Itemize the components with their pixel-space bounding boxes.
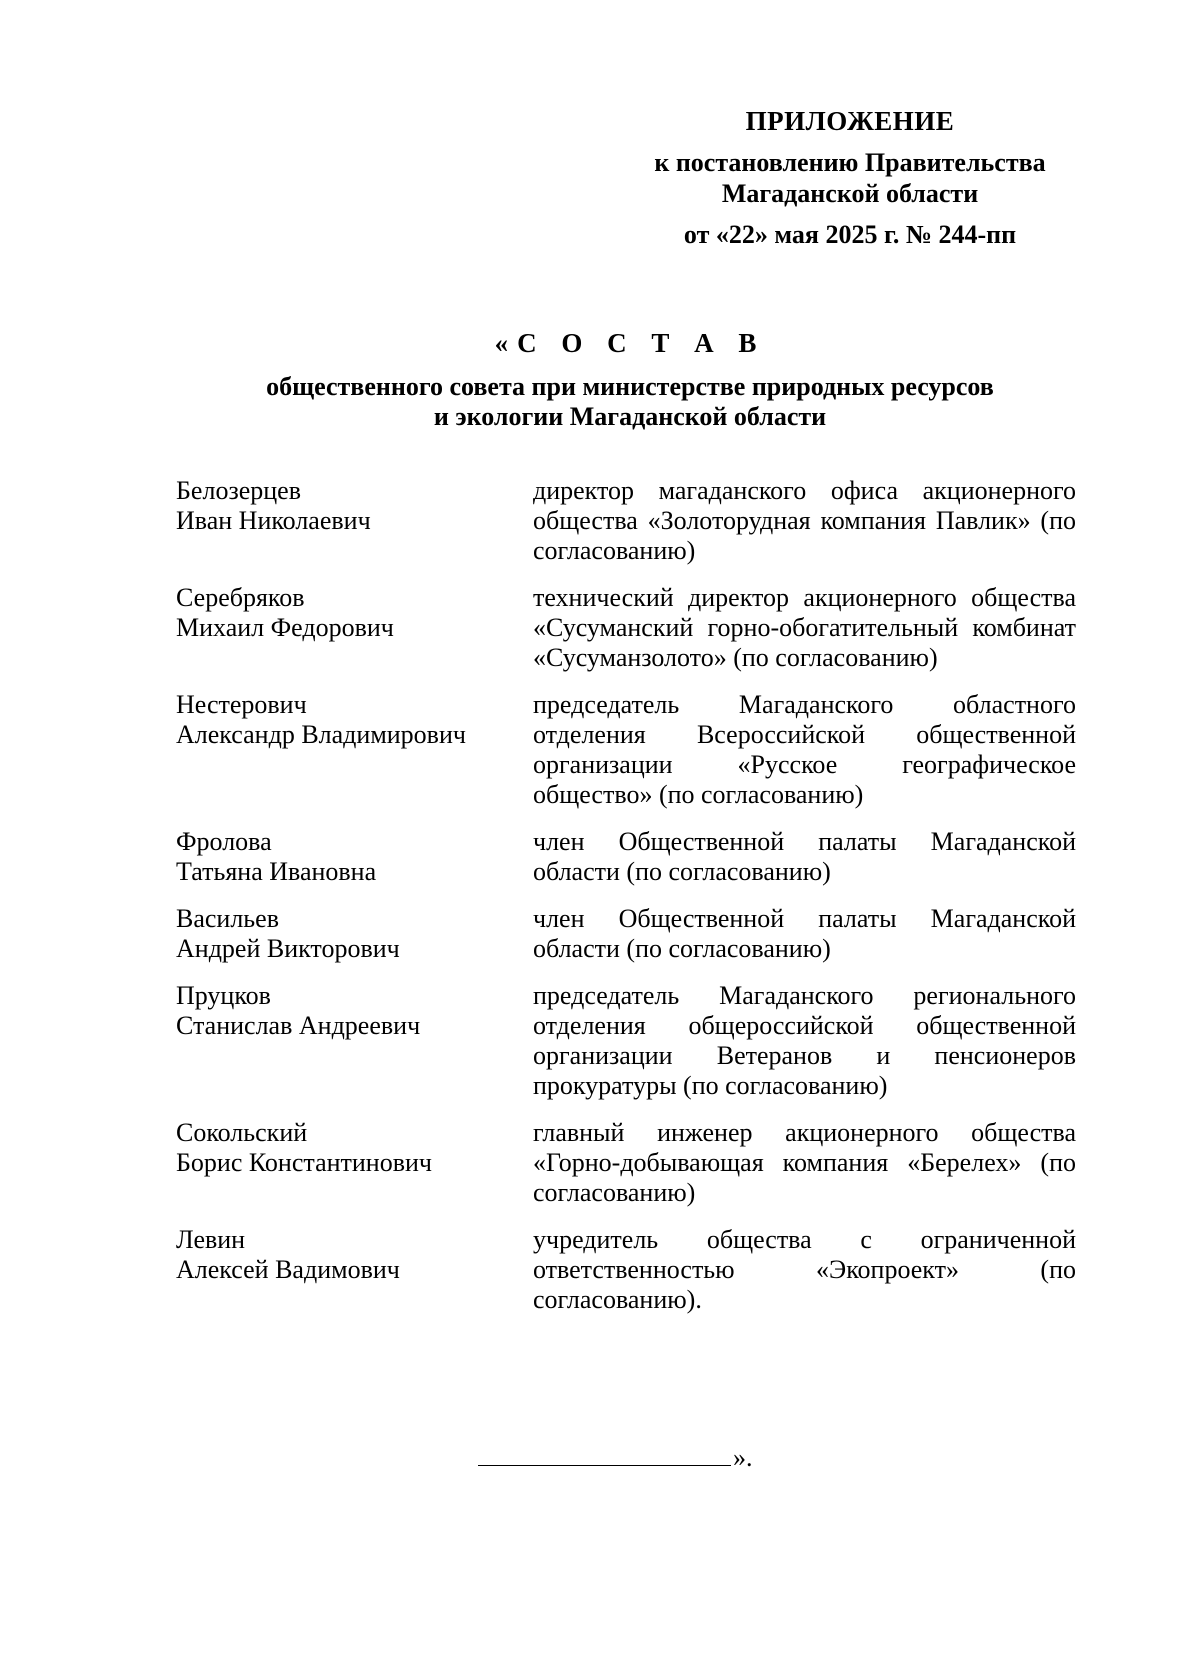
member-name	[176, 690, 533, 810]
member-surname: Пруцков	[176, 981, 271, 1010]
member-given-name: Андрей Викторович	[176, 934, 400, 963]
closing-line	[478, 1443, 753, 1473]
member-surname: Нестерович	[176, 690, 307, 719]
member-given-name: Борис Константинович	[176, 1148, 432, 1177]
member-role: учредитель общества с ограниченной ответственностью «Экопроект» (по согласованию).	[533, 1225, 1076, 1314]
document-subtitle-line-1: общественного совета при министерстве природных ресурсов	[266, 372, 994, 401]
member-entry	[176, 690, 1076, 810]
member-surname: Левин	[176, 1225, 246, 1254]
member-entry	[176, 476, 1076, 566]
closing-quote: ».	[733, 1443, 753, 1472]
member-entry	[176, 1225, 1076, 1315]
member-role: технический директор акционерного общества «Сусуманский горно-обогатительный комбинат «Сусуманзолото» (по согласованию)	[533, 583, 1076, 672]
members-list	[176, 476, 1076, 1332]
appendix-header	[600, 106, 1100, 250]
member-surname: Васильев	[176, 904, 279, 933]
member-role: член Общественной палаты Магаданской области (по согласованию)	[533, 904, 1076, 963]
appendix-date: от «22» мая 2025 г. № 244-пп	[683, 220, 1017, 249]
member-given-name: Иван Николаевич	[176, 506, 371, 535]
appendix-line-2: Магаданской области	[721, 179, 979, 208]
member-role: председатель Магаданского областного отделения Всероссийской общественной организации «Русское географическое общество» (по согласованию)	[533, 690, 1076, 809]
closing-rule	[478, 1465, 731, 1466]
member-name	[176, 583, 533, 673]
member-given-name: Александр Владимирович	[176, 720, 466, 749]
member-surname: Сокольский	[176, 1118, 308, 1147]
appendix-line-1: к постановлению Правительства	[654, 148, 1046, 177]
document-heading	[120, 328, 1140, 432]
member-entry	[176, 904, 1076, 964]
member-surname: Фролова	[176, 827, 272, 856]
member-name	[176, 981, 533, 1101]
member-entry	[176, 981, 1076, 1101]
member-given-name: Михаил Федорович	[176, 613, 394, 642]
document-subtitle-line-2: и экологии Магаданской области	[433, 402, 827, 431]
member-entry	[176, 583, 1076, 673]
member-role: главный инженер акционерного общества «Горно-добывающая компания «Берелех» (по согласованию)	[533, 1118, 1076, 1207]
member-role: член Общественной палаты Магаданской области (по согласованию)	[533, 827, 1076, 886]
document-title: «С О С Т А В	[494, 328, 766, 358]
member-name	[176, 904, 533, 964]
member-role: председатель Магаданского регионального отделения общероссийской общественной организации Ветеранов и пенсионеров прокуратуры (по согласованию)	[533, 981, 1076, 1100]
member-name	[176, 1118, 533, 1208]
appendix-title: ПРИЛОЖЕНИЕ	[745, 106, 955, 136]
member-given-name: Алексей Вадимович	[176, 1255, 400, 1284]
member-entry	[176, 1118, 1076, 1208]
member-surname: Серебряков	[176, 583, 305, 612]
member-given-name: Татьяна Ивановна	[176, 857, 377, 886]
member-surname: Белозерцев	[176, 476, 301, 505]
member-given-name: Станислав Андреевич	[176, 1011, 421, 1040]
member-role: директор магаданского офиса акционерного общества «Золоторудная компания Павлик» (по согласованию)	[533, 476, 1076, 565]
member-name	[176, 476, 533, 566]
member-entry	[176, 827, 1076, 887]
member-name	[176, 1225, 533, 1315]
member-name	[176, 827, 533, 887]
